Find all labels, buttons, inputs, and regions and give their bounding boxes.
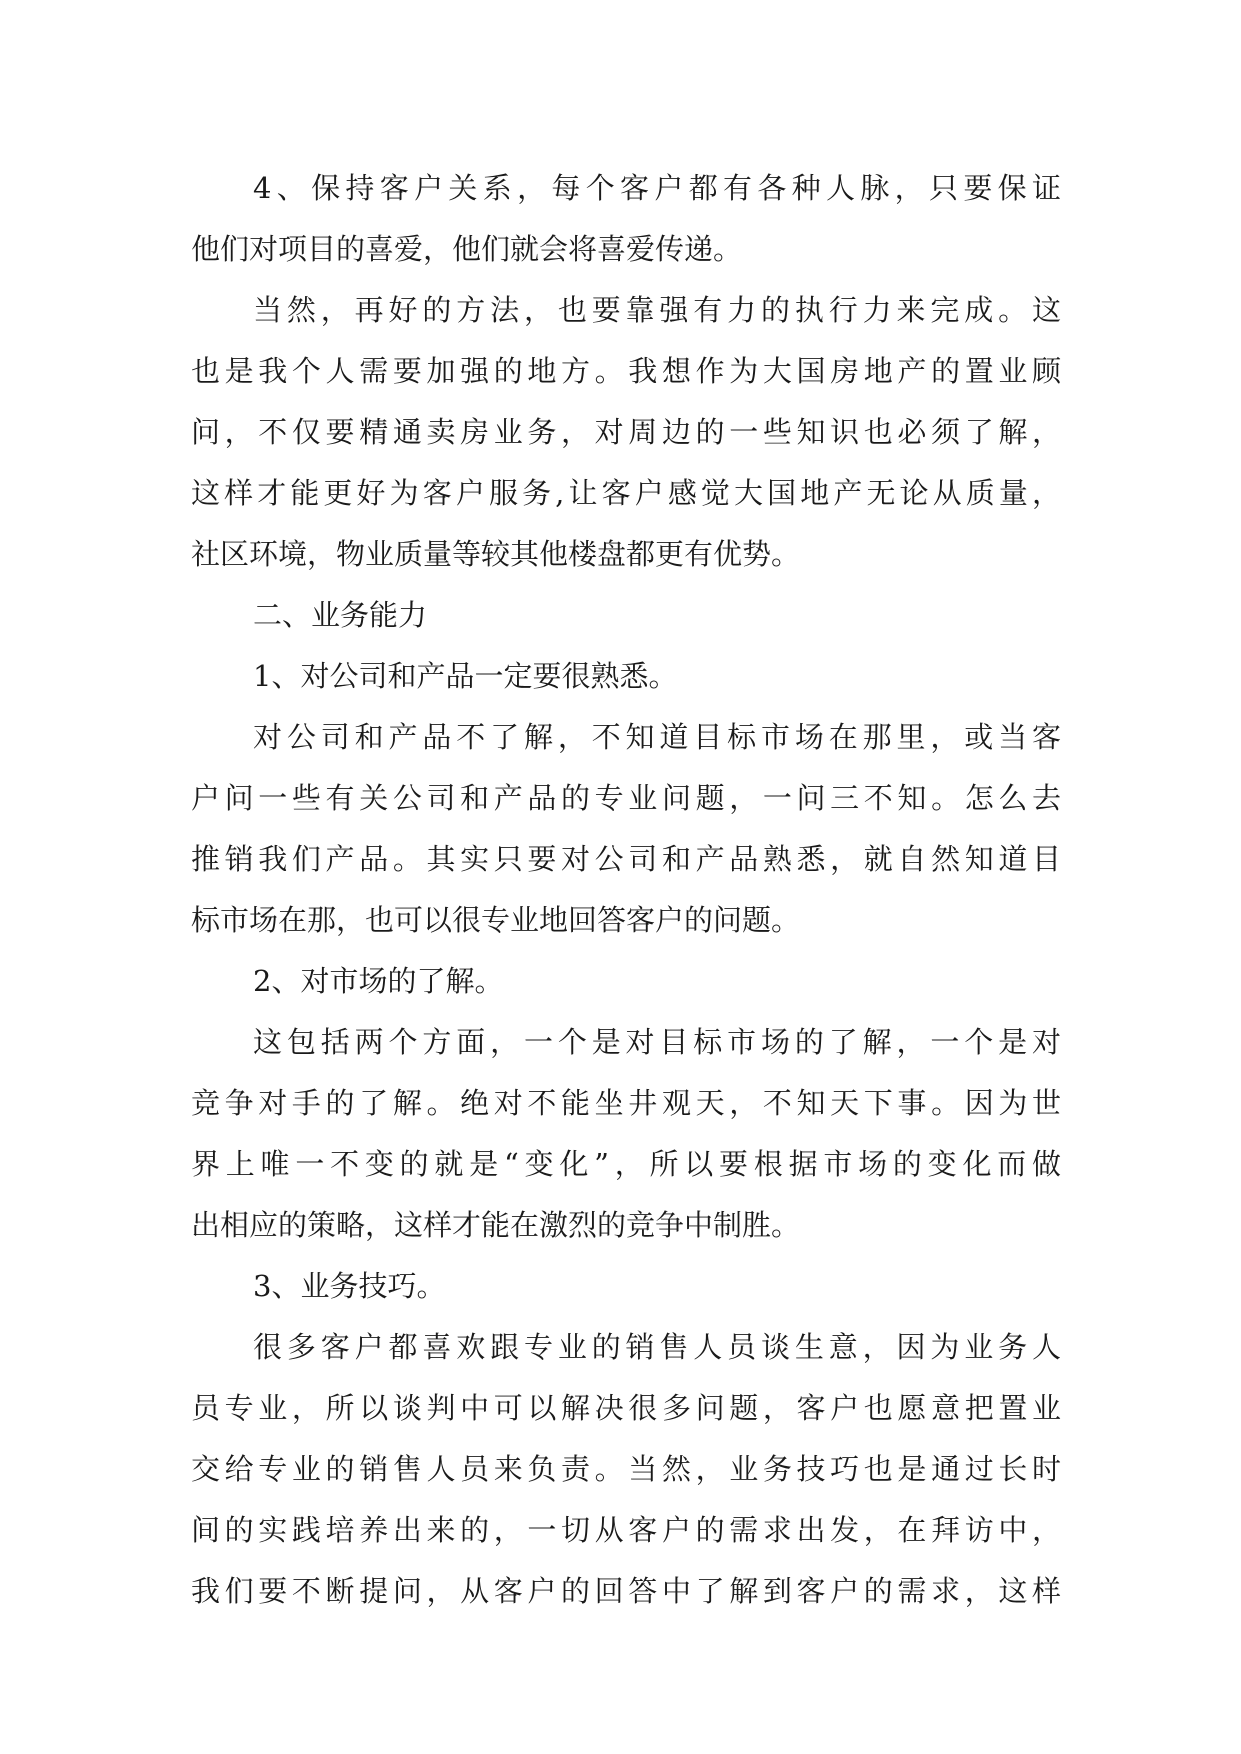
text-line: 竞争对手的了解。绝对不能坐井观天，不知天下事。因为世 xyxy=(191,1086,1061,1120)
text-line: 社区环境，物业质量等较其他楼盘都更有优势。 xyxy=(191,537,801,571)
text-line: 推销我们产品。其实只要对公司和产品熟悉，就自然知道目 xyxy=(191,842,1061,876)
text-line: 二、业务能力 xyxy=(253,598,428,632)
document-body xyxy=(191,158,1061,1622)
text-line: 对公司和产品不了解，不知道目标市场在那里，或当客 xyxy=(253,720,1061,754)
text-line: 问，不仅要精通卖房业务，对周边的一些知识也必须了解， xyxy=(191,415,1061,449)
text-line: 员专业，所以谈判中可以解决很多问题，客户也愿意把置业 xyxy=(191,1391,1061,1425)
text-line: 界上唯一不变的就是“变化”，所以要根据市场的变化而做 xyxy=(191,1147,1061,1181)
text-line: 他们对项目的喜爱，他们就会将喜爱传递。 xyxy=(191,232,743,266)
text-line: 我们要不断提问，从客户的回答中了解到客户的需求，这样 xyxy=(191,1574,1061,1608)
text-line: 4、保持客户关系，每个客户都有各种人脉，只要保证 xyxy=(253,171,1061,205)
text-line: 也是我个人需要加强的地方。我想作为大国房地产的置业顾 xyxy=(191,354,1061,388)
text-line: 这样才能更好为客户服务,让客户感觉大国地产无论从质量， xyxy=(191,476,1061,510)
text-line: 2、对市场的了解。 xyxy=(253,964,504,998)
text-line: 间的实践培养出来的，一切从客户的需求出发，在拜访中， xyxy=(191,1513,1061,1547)
text-line: 交给专业的销售人员来负责。当然，业务技巧也是通过长时 xyxy=(191,1452,1061,1486)
text-line: 户问一些有关公司和产品的专业问题，一问三不知。怎么去 xyxy=(191,781,1061,815)
text-line: 1、对公司和产品一定要很熟悉。 xyxy=(253,659,678,693)
text-line: 这包括两个方面，一个是对目标市场的了解，一个是对 xyxy=(253,1025,1061,1059)
text-line: 当然，再好的方法，也要靠强有力的执行力来完成。这 xyxy=(253,293,1061,327)
text-line: 出相应的策略，这样才能在激烈的竞争中制胜。 xyxy=(191,1208,801,1242)
text-line: 很多客户都喜欢跟专业的销售人员谈生意，因为业务人 xyxy=(253,1330,1061,1364)
text-line: 3、业务技巧。 xyxy=(253,1269,446,1303)
text-line: 标市场在那，也可以很专业地回答客户的问题。 xyxy=(191,903,801,937)
